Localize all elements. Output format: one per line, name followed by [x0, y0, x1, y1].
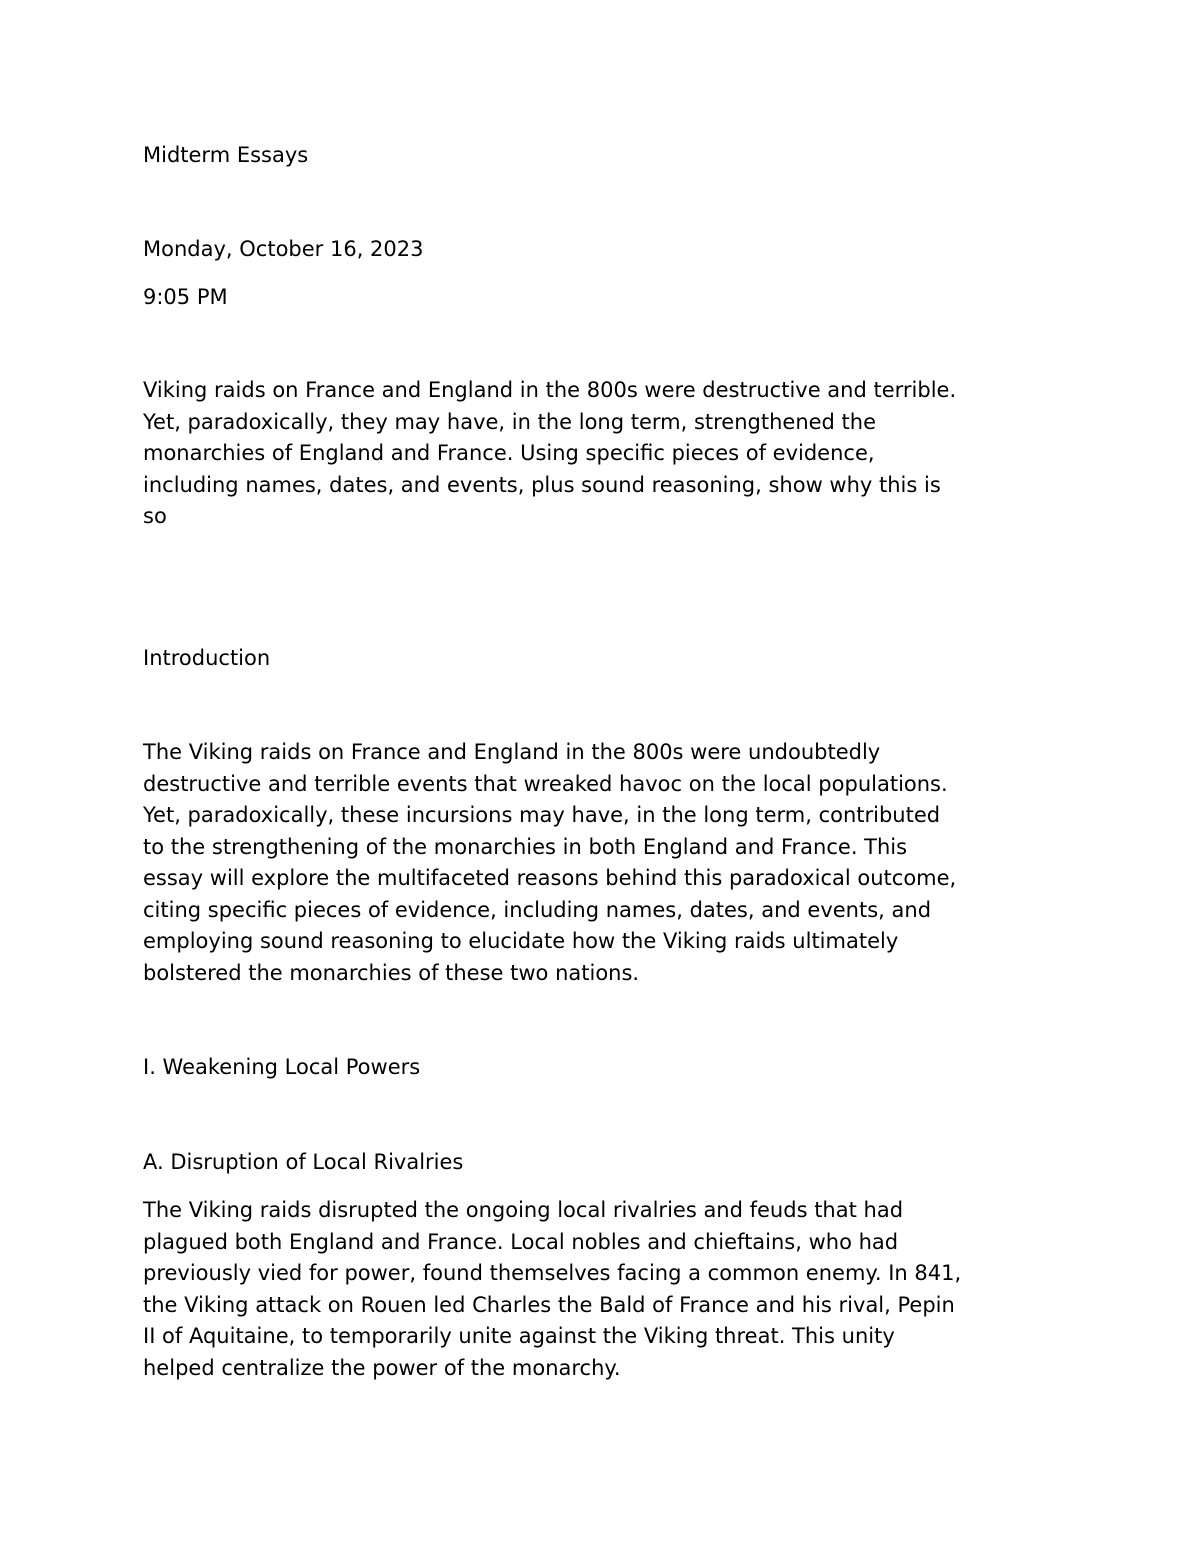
section-a-paragraph: The Viking raids disrupted the ongoing local rivalries and feuds that had plagued both England and France. Local nobles and chieftains, who had previously vied for power, found themselves facing a common enemy. In 841, the Viking attack on Rouen led Charles the Bald of France and his rival, Pepin II of Aquitaine, to temporarily unite against the Viking threat. This unity helped centralize the power of the monarchy.	[143, 1198, 962, 1380]
introduction-paragraph: The Viking raids on France and England in the 800s were undoubtedly destructive and terrible events that wreaked havoc on the local populations. Yet, paradoxically, these incursions may have, in the long term, contributed to the strengthening of the monarchies in both England and France. This essay will explore the multifaceted reasons behind this paradoxical outcome, citing specific pieces of evidence, including names, dates, and events, and employing sound reasoning to elucidate how the Viking raids ultimately bolstered the monarchies of these two nations.	[143, 740, 957, 985]
section-a-heading: A. Disruption of Local Rivalries	[143, 1150, 464, 1174]
date-line: Monday, October 16, 2023	[143, 237, 424, 261]
essay-prompt: Viking raids on France and England in the 800s were destructive and terrible. Yet, paradoxically, they may have, in the long term, strengthened the monarchies of England and France. Using specific pieces of evidence, including names, dates, and events, plus sound reasoning, show why this is so	[143, 378, 957, 528]
time-line: 9:05 PM	[143, 285, 228, 309]
introduction-heading: Introduction	[143, 646, 271, 670]
section-1-heading: I. Weakening Local Powers	[143, 1055, 421, 1079]
page-title: Midterm Essays	[143, 143, 309, 167]
